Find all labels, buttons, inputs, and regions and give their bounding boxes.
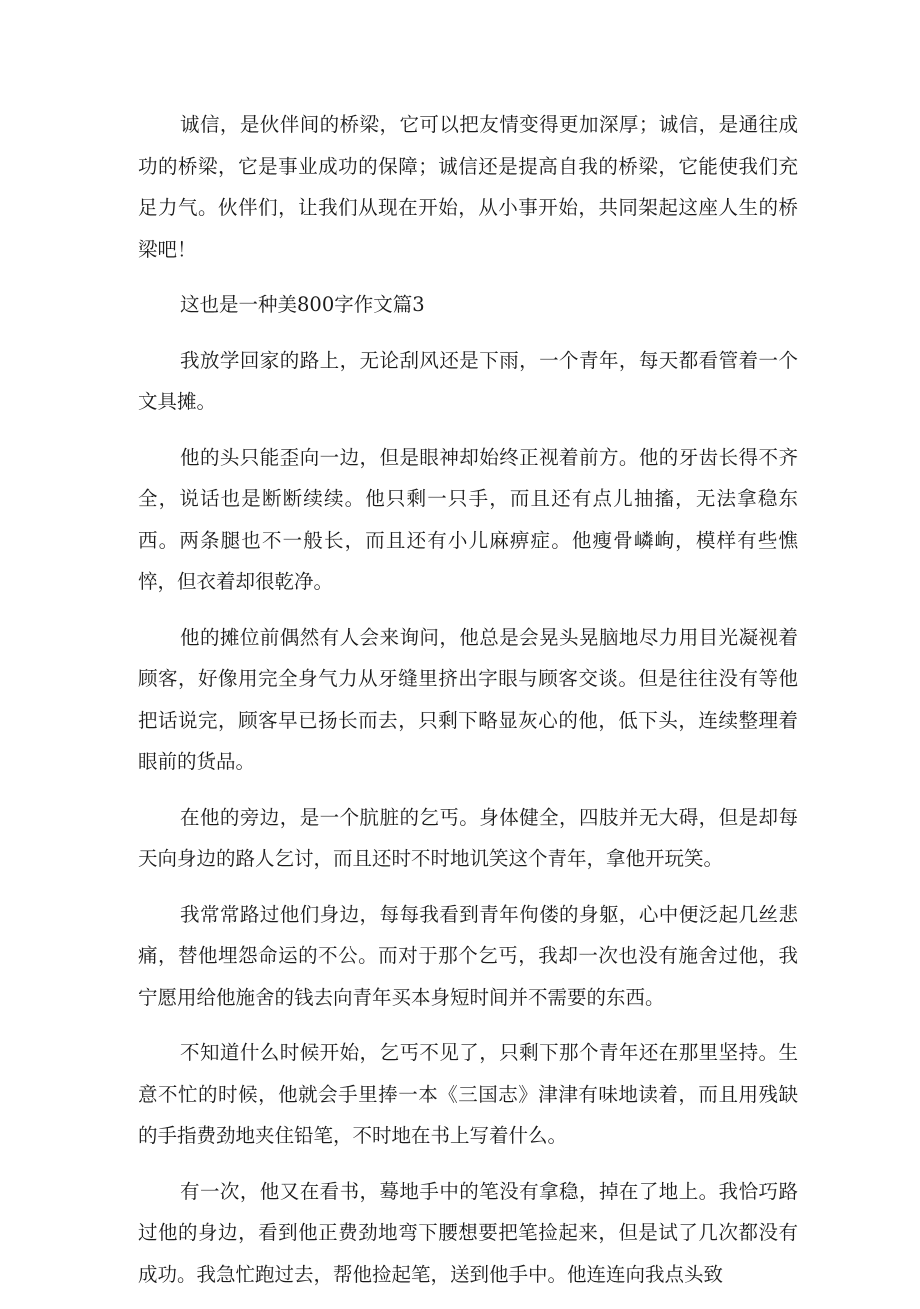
paragraph-stall-intro: 我放学回家的路上，无论刮风还是下雨，一个青年，每天都看管着一个文具摊。 bbox=[138, 348, 798, 413]
paragraph-beggar: 在他的旁边，是一个肮脏的乞丐。身体健全，四肢并无大碍，但是却每天向身边的路人乞讨，而且还时不时地讥笑这个青年，拿他开玩笑。 bbox=[138, 805, 798, 870]
paragraph-customers: 他的摊位前偶然有人会来询问，他总是会晃头晃脑地尽力用目光凝视着顾客，好像用完全身气力从牙缝里挤出字眼与顾客交谈。但是往往没有等他把话说完，顾客早已扬长而去，只剩下略显灰心的他，低下头，连续整理着眼前的货品。 bbox=[138, 625, 798, 773]
paragraph-integrity-bridge: 诚信，是伙伴间的桥梁，它可以把友情变得更加深厚；诚信，是通往成功的桥梁，它是事业成功的保障；诚信还是提高自我的桥梁，它能使我们充足力气。伙伴们，让我们从现在开始，从小事开始，共同架起这座人生的桥梁吧！ bbox=[138, 113, 798, 261]
paragraph-youth-description: 他的头只能歪向一边，但是眼神却始终正视着前方。他的牙齿长得不齐全，说话也是断断续续。他只剩一只手，而且还有点儿抽搐，无法拿稳东西。两条腿也不一般长，而且还有小儿麻痹症。他瘦骨嶙峋，模样有些憔悴，但衣着却很乾净。 bbox=[138, 445, 798, 593]
document-body bbox=[138, 104, 798, 1309]
paragraph-reading: 不知道什么时候开始，乞丐不见了，只剩下那个青年还在那里坚持。生意不忙的时候，他就会手里捧一本《三国志》津津有味地读着，而且用残缺的手指费劲地夹住铅笔，不时地在书上写着什么。 bbox=[138, 1041, 798, 1147]
section-heading: 这也是一种美800字作文篇3 bbox=[180, 293, 425, 316]
paragraph-pen-dropped: 有一次，他又在看书，蓦地手中的笔没有拿稳，掉在了地上。我恰巧路过他的身边，看到他正费劲地弯下腰想要把笔捡起来，但是试了几次都没有成功。我急忙跑过去，帮他捡起笔，送到他手中。他连连向我点头致 bbox=[138, 1179, 798, 1286]
paragraph-sympathy: 我常常路过他们身边，每每我看到青年佝偻的身躯，心中便泛起几丝悲痛，替他埋怨命运的不公。而对于那个乞丐，我却一次也没有施舍过他，我宁愿用给他施舍的钱去向青年买本身短时间并不需要的东西。 bbox=[138, 902, 798, 1009]
